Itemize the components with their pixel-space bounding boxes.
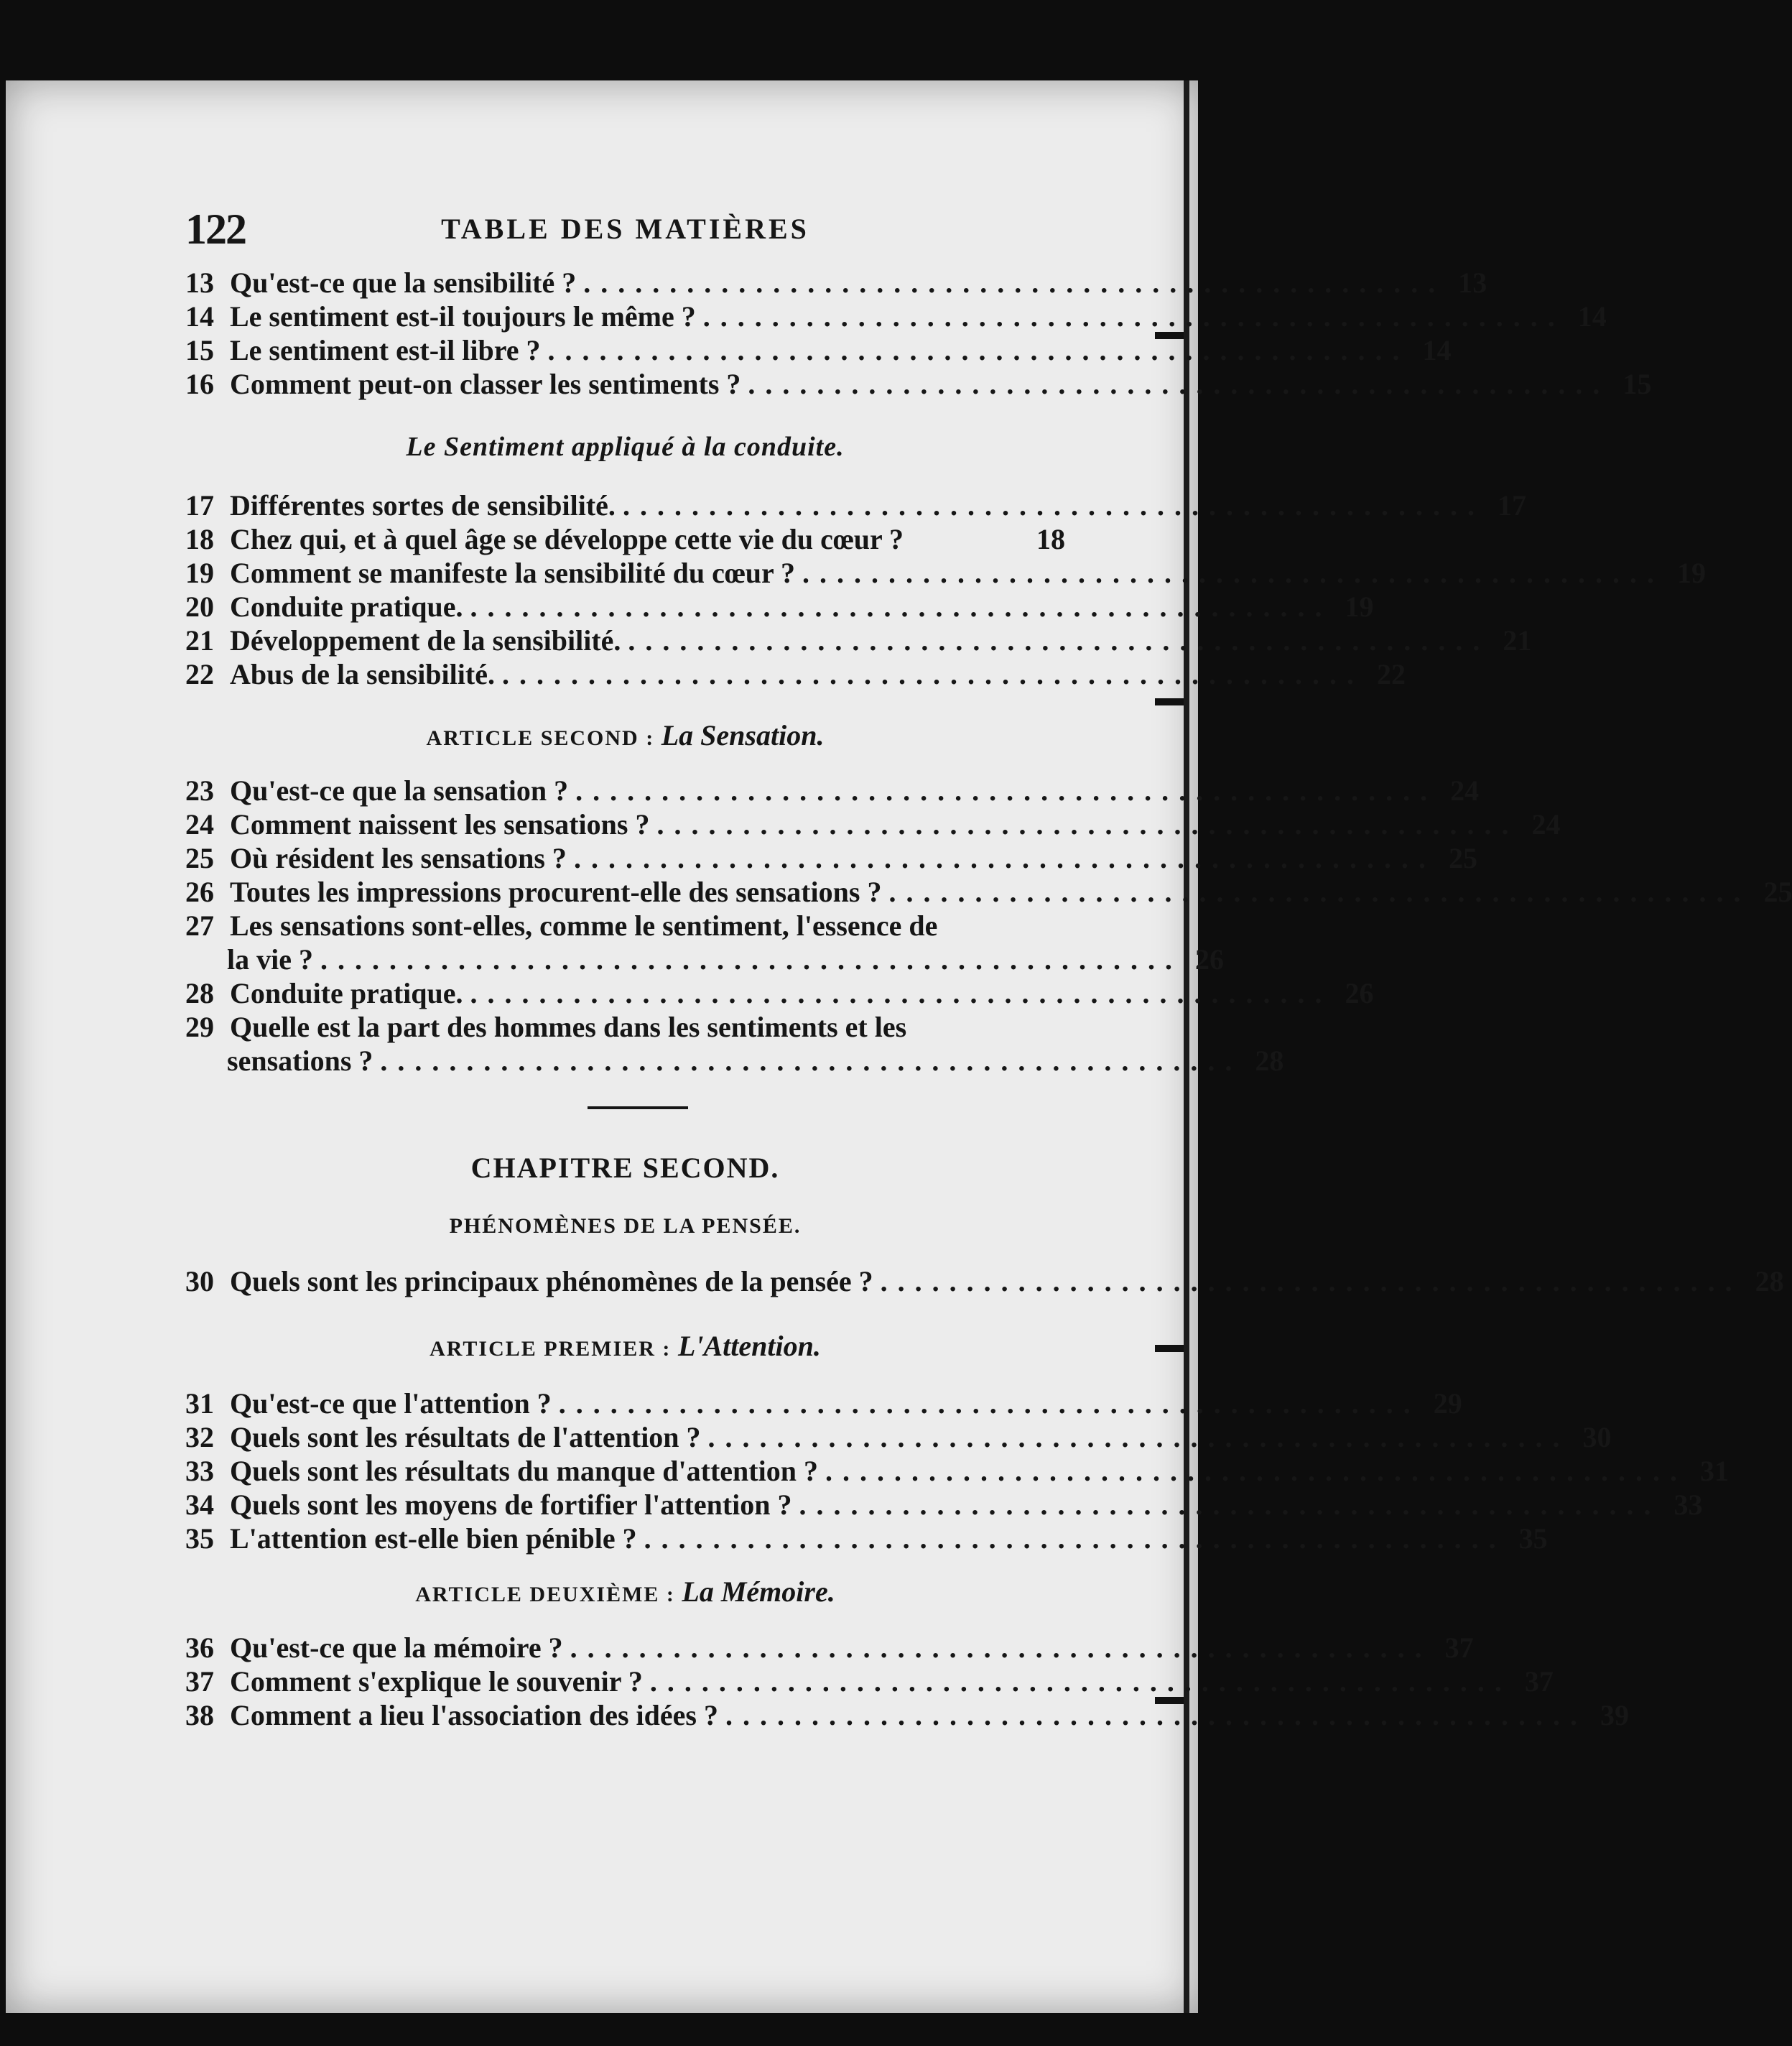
entry-group-5 xyxy=(185,1631,1629,1732)
toc-entry: 14 Le sentiment est-il toujours le même ? .................................................. 14 xyxy=(185,300,1607,333)
toc-entry-line1: 27 Les sensations sont-elles, comme le sentiment, l'essence de xyxy=(185,909,938,942)
leader-dots: .................................................. xyxy=(501,658,1364,690)
toc-entry: 13 Qu'est-ce que la sensibilité ? .................................................. 13 xyxy=(185,267,1487,299)
chapter-title: CHAPITRE SECOND. xyxy=(470,1152,780,1184)
toc-entry: 35 L'attention est-elle bien pénible ? .................................................. 35 xyxy=(185,1522,1548,1555)
leader-dots: .................................................. xyxy=(628,624,1490,657)
leader-dots: .................................................. xyxy=(880,1265,1742,1297)
leader-dots: .................................................. xyxy=(320,943,1182,976)
toc-entry: 32 Quels sont les résultats de l'attention ? .................................................. 30 xyxy=(185,1421,1612,1453)
toc-entry: 22 Abus de la sensibilité. .................................................. 22 xyxy=(185,658,1406,690)
leader-dots: .................................................. xyxy=(470,977,1332,1009)
toc-entry: 30 Quels sont les principaux phénomènes de la pensée ? .................................................. 28 xyxy=(185,1265,1784,1297)
leader-dots: .................................................. xyxy=(802,557,1664,589)
leader-dots: .................................................. xyxy=(644,1522,1506,1555)
toc-entry: 34 Quels sont les moyens de fortifier l'attention ? .................................................. 33 xyxy=(185,1489,1703,1521)
leader-dots: .................................................. xyxy=(888,876,1751,908)
section-heading: ARTICLE PREMIER : L'Attention. xyxy=(430,1330,821,1362)
section-heading: Le Sentiment appliqué à la conduite. xyxy=(406,432,845,462)
leader-dots: .................................................. xyxy=(570,1631,1432,1664)
toc-entry-line1: 29 Quelle est la part des hommes dans les sentiments et les xyxy=(185,1011,907,1043)
toc-entry: 17 Différentes sortes de sensibilité. .................................................. 17 xyxy=(185,489,1526,522)
toc-entry: 24 Comment naissent les sensations ? .................................................. 24 xyxy=(185,808,1561,841)
toc-entry: 26 Toutes les impressions procurent-elle des sensations ? .................................................. 25 xyxy=(185,876,1792,908)
entry-group-1 xyxy=(185,266,1652,401)
leader-dots: .................................................. xyxy=(622,489,1485,522)
toc-entry: 18 Chez qui, et à quel âge se développe cette vie du cœur ? 18 xyxy=(185,523,1065,555)
toc-entry: 31 Qu'est-ce que l'attention ? .................................................. 29 xyxy=(185,1387,1462,1420)
toc-entry: 23 Qu'est-ce que la sensation ? .................................................. 24 xyxy=(185,774,1480,807)
toc-entry: 25 Où résident les sensations ? .................................................. 25 xyxy=(185,842,1477,874)
toc-entry: 38 Comment a lieu l'association des idées ? .................................................. 39 xyxy=(185,1699,1629,1731)
running-title: TABLE DES MATIÈRES xyxy=(441,213,809,245)
toc-entry: 16 Comment peut-on classer les sentiments ? .................................................. 15 xyxy=(185,368,1652,400)
toc-entry: 37 Comment s'explique le souvenir ? .................................................. 37 xyxy=(185,1665,1554,1698)
leader-dots: .................................................. xyxy=(470,591,1332,623)
book-page xyxy=(6,80,1792,2013)
toc-entry: 19 Comment se manifeste la sensibilité du cœur ? .................................................. 19 xyxy=(185,557,1706,589)
leader-dots: .................................................. xyxy=(380,1045,1243,1077)
scan-artifact xyxy=(1155,1345,1184,1352)
chapter-divider xyxy=(588,1106,688,1109)
leader-dots: .................................................. xyxy=(825,1455,1687,1487)
leader-dots: .................................................. xyxy=(707,1421,1570,1453)
section-heading: ARTICLE SECOND : La Sensation. xyxy=(426,719,825,751)
leader-dots: .................................................. xyxy=(583,267,1446,299)
entry-group-2 xyxy=(185,489,1706,691)
leader-dots: .................................................. xyxy=(748,368,1610,400)
toc-entry: 20 Conduite pratique. .................................................. 19 xyxy=(185,591,1374,623)
leader-dots: .................................................. xyxy=(656,808,1519,841)
leader-dots: .................................................. xyxy=(558,1387,1421,1420)
leader-dots: .................................................. xyxy=(649,1665,1512,1698)
toc-entry: 28 Conduite pratique. .................................................. 26 xyxy=(185,977,1374,1009)
toc-entry: 33 Quels sont les résultats du manque d'attention ? .................................................. 31 xyxy=(185,1455,1729,1487)
entry-group-3 xyxy=(185,774,1792,1078)
leader-dots: .................................................. xyxy=(547,334,1410,366)
leader-dots: .................................................. xyxy=(799,1489,1661,1521)
page-header xyxy=(185,199,1065,264)
page-number: 122 xyxy=(185,205,246,253)
entry-group-30 xyxy=(185,1264,1784,1298)
toc-entry: 36 Qu'est-ce que la mémoire ? .................................................. 37 xyxy=(185,1631,1474,1664)
leader-dots: .................................................. xyxy=(573,842,1436,874)
scan-artifact xyxy=(1155,698,1184,705)
section-heading: ARTICLE DEUXIÈME : La Mémoire. xyxy=(415,1575,835,1608)
entry-group-4 xyxy=(185,1387,1729,1555)
toc-entry-line2: sensations ? .................................................. 28 xyxy=(227,1045,1284,1077)
leader-dots: .................................................. xyxy=(725,1699,1587,1731)
toc-entry: 21 Développement de la sensibilité. .................................................. 21 xyxy=(185,624,1532,657)
leader-dots: .................................................. xyxy=(702,300,1565,333)
toc-entry-line2: la vie ? .................................................. 26 xyxy=(227,943,1224,976)
leader-dots: .................................................. xyxy=(575,774,1438,807)
chapter-subtitle: PHÉNOMÈNES DE LA PENSÉE. xyxy=(449,1214,802,1238)
toc-entry: 15 Le sentiment est-il libre ? .................................................. 14 xyxy=(185,334,1452,366)
